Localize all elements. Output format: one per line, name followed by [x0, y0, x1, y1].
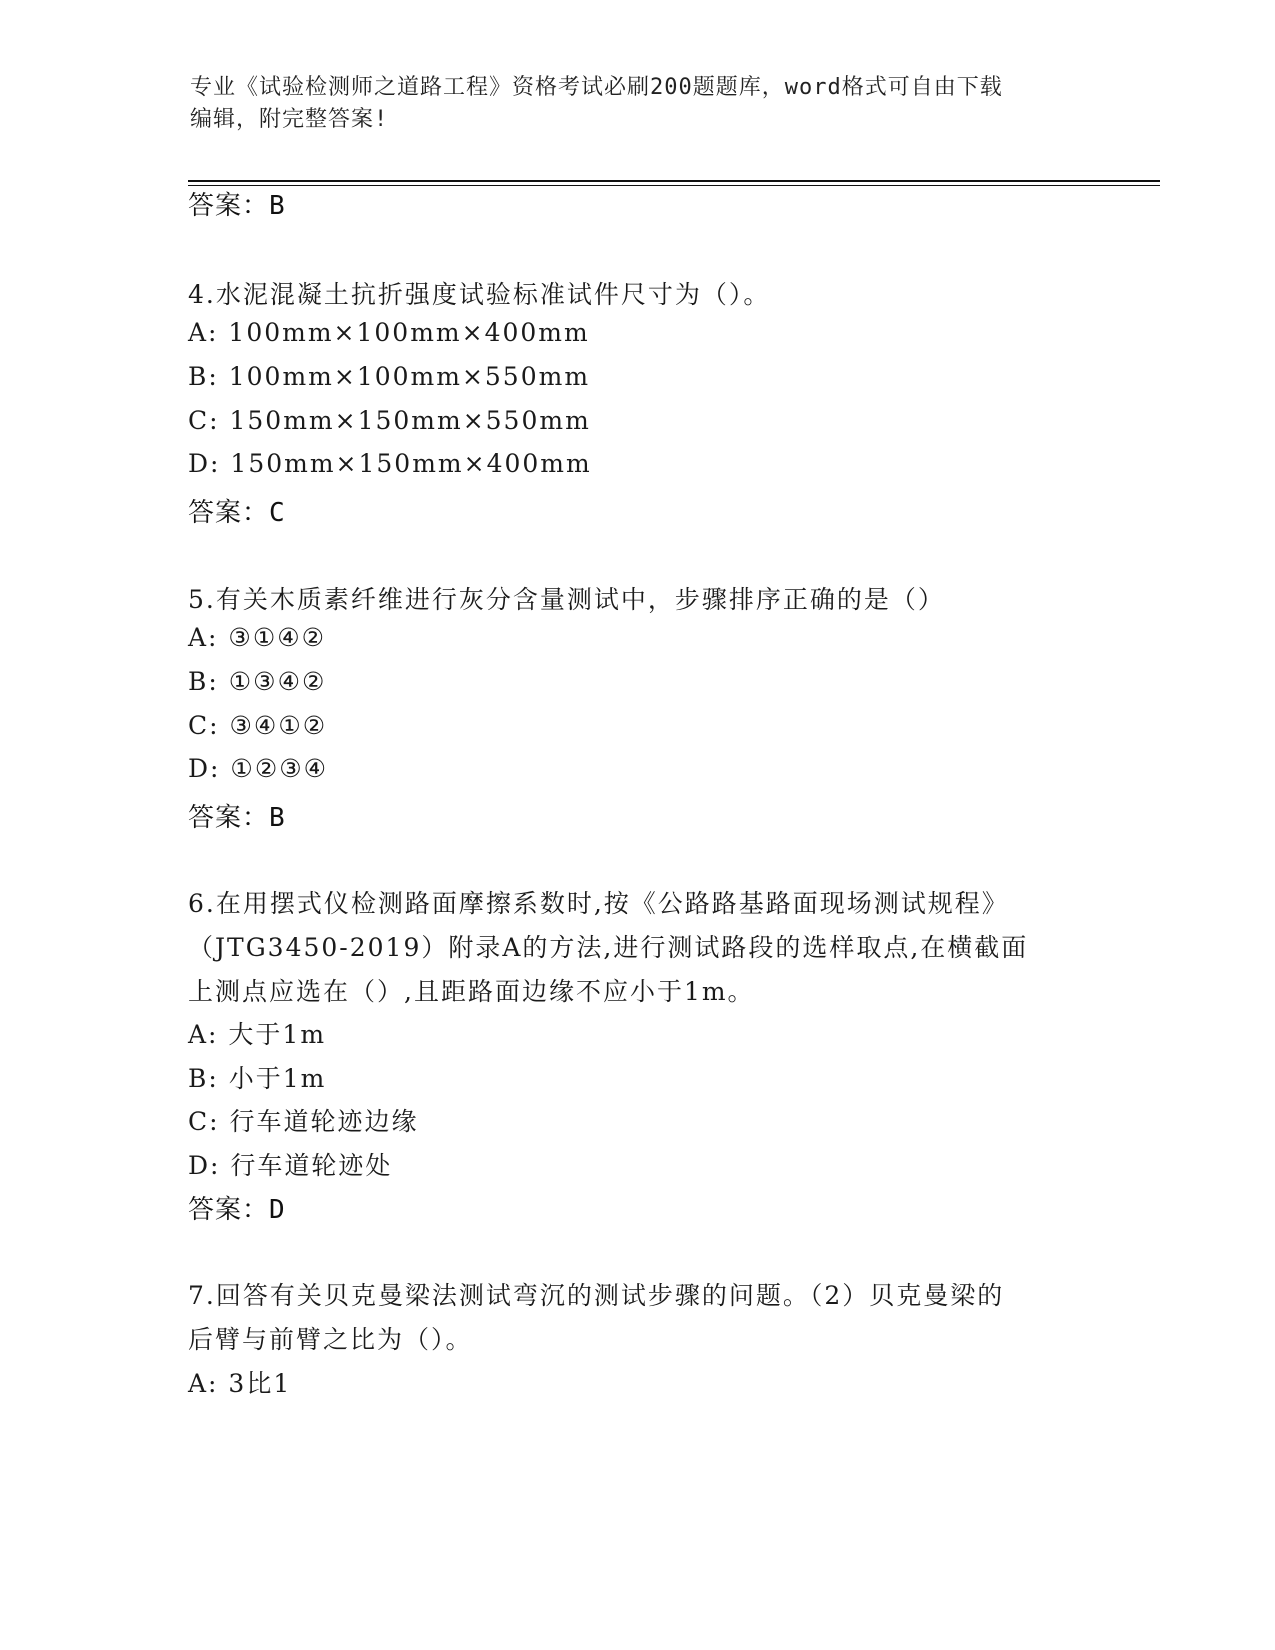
question-4-option-d: D: 150mm×150mm×400mm	[188, 449, 592, 478]
header-divider-thin	[188, 185, 1160, 186]
question-4-answer: 答案：C	[188, 498, 286, 528]
question-5-option-d: D: ①②③④	[188, 754, 329, 783]
question-4-option-a: A: 100mm×100mm×400mm	[188, 318, 590, 347]
question-5-option-b: B: ①③④②	[188, 667, 327, 696]
question-6-stem-line-2: （JTG3450-2019）附录A的方法,进行测试路段的选样取点,在横截面	[188, 933, 1029, 962]
question-6-option-a: A: 大于1m	[188, 1020, 327, 1049]
question-6-stem-line-1: 6.在用摆式仪检测路面摩擦系数时,按《公路路基路面现场测试规程》	[188, 889, 1009, 918]
header-line-1: 专业《试验检测师之道路工程》资格考试必刷200题题库，word格式可自由下载	[190, 75, 1003, 100]
question-4-option-b: B: 100mm×100mm×550mm	[188, 362, 591, 391]
question-6-option-b: B: 小于1m	[188, 1064, 327, 1093]
question-6-answer: 答案：D	[188, 1195, 286, 1225]
question-6-option-d: D: 行车道轮迹处	[188, 1151, 393, 1180]
question-7-option-a: A: 3比1	[188, 1369, 292, 1398]
previous-answer: 答案：B	[188, 191, 286, 221]
question-5-answer: 答案：B	[188, 803, 286, 833]
question-5-option-a: A: ③①④②	[188, 623, 327, 652]
question-5-stem: 5.有关木质素纤维进行灰分含量测试中，步骤排序正确的是（）	[188, 585, 945, 614]
question-4-stem: 4.水泥混凝土抗折强度试验标准试件尺寸为（）。	[188, 280, 771, 309]
document-header	[190, 72, 1070, 136]
question-4-option-c: C: 150mm×150mm×550mm	[188, 406, 591, 435]
question-6-stem-line-3: 上测点应选在（）,且距路面边缘不应小于1m。	[188, 977, 755, 1006]
question-5-option-c: C: ③④①②	[188, 711, 328, 740]
question-7-stem-line-2: 后臂与前臂之比为（）。	[188, 1325, 473, 1354]
header-line-2: 编辑，附完整答案!	[190, 107, 389, 132]
question-7-stem-line-1: 7.回答有关贝克曼梁法测试弯沉的测试步骤的问题。（2）贝克曼梁的	[188, 1281, 1005, 1310]
header-divider-thick	[188, 180, 1160, 182]
question-6-option-c: C: 行车道轮迹边缘	[188, 1107, 419, 1136]
